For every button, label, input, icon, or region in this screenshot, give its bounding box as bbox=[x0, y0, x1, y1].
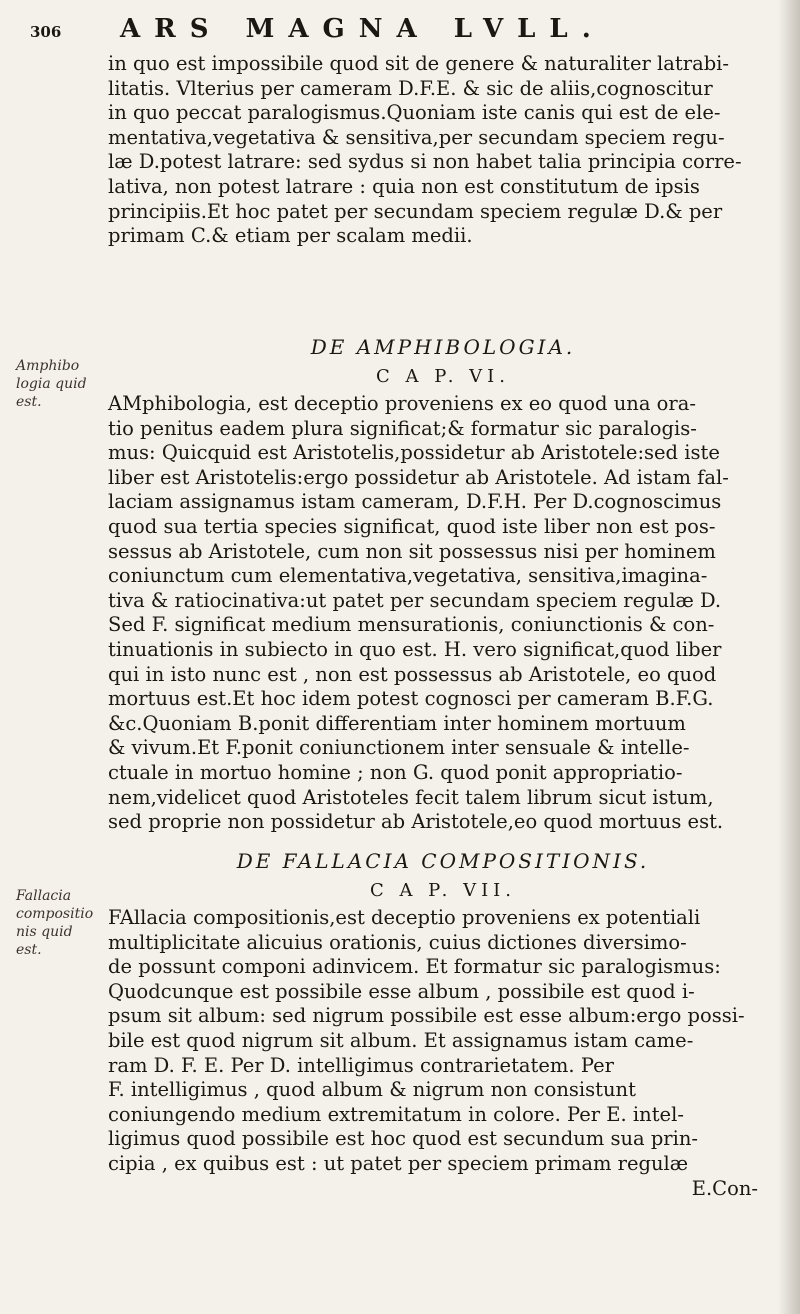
text-line: FAllacia compositionis,est deceptio proveniens ex potentiali bbox=[108, 906, 701, 929]
text-line: tiva & ratiocinativa:ut patet per secundam speciem regulæ D. bbox=[108, 588, 722, 612]
text-line: multiplicitate alicuius orationis, cuius dictiones diversimo- bbox=[108, 930, 687, 954]
text-line: mortuus est.Et hoc idem potest cognosci per cameram B.F.G. bbox=[108, 687, 714, 711]
text-line: primam C.& etiam per scalam medii. bbox=[108, 224, 473, 248]
page-header bbox=[30, 14, 770, 54]
section-amphibologia bbox=[108, 332, 778, 835]
text-line: liber est Aristotelis:ergo possidetur ab Aristotele. Ad istam fal- bbox=[108, 465, 729, 489]
chapter-label: C A P. VI. bbox=[376, 366, 510, 387]
chapter-label: C A P. VII. bbox=[369, 880, 517, 901]
text-line: ctuale in mortuo homine ; non G. quod ponit appropriatio- bbox=[108, 760, 683, 784]
text-line: mentativa,vegetativa & sensitiva,per secundam speciem regu- bbox=[108, 125, 725, 149]
text-line: bile est quod nigrum sit album. Et assignamus istam came- bbox=[108, 1028, 694, 1052]
text-line: de possunt componi adinvicem. Et formatur sic paralogismus: bbox=[108, 955, 721, 979]
catchword: E.Con- bbox=[691, 1176, 758, 1200]
text-line: in quo est impossibile quod sit de genere & naturaliter latrabi- bbox=[108, 52, 730, 75]
text-line: sed proprie non possidetur ab Aristotele,eo quod mortuus est. bbox=[108, 810, 724, 834]
running-head: ARS MAGNA LVLL. bbox=[120, 14, 605, 44]
margin-note-line: compositio bbox=[16, 906, 94, 922]
text-line: Quodcunque est possibile esse album , possibile est quod i- bbox=[108, 979, 695, 1003]
text-line: coniungendo medium extremitatum in colore. Per E. intel- bbox=[108, 1102, 684, 1126]
margin-note-fallacia bbox=[16, 887, 94, 959]
text-line: mus: Quicquid est Aristotelis,possidetur ab Aristotele:sed iste bbox=[108, 441, 720, 465]
text-line: principiis.Et hoc patet per secundam speciem regulæ D.& per bbox=[108, 199, 723, 223]
margin-note-line: nis quid bbox=[16, 924, 73, 940]
section-title: DE AMPHIBOLOGIA. bbox=[310, 335, 576, 359]
text-line: ligimus quod possibile est hoc quod est secundum sua prin- bbox=[108, 1127, 699, 1151]
margin-note-line: est. bbox=[16, 942, 42, 958]
section-fallacia-compositionis bbox=[108, 846, 778, 1201]
text-line: &c.Quoniam B.ponit differentiam inter hominem mortuum bbox=[108, 711, 686, 735]
text-line: psum sit album: sed nigrum possibile est esse album:ergo possi- bbox=[108, 1004, 745, 1028]
margin-note-line: est. bbox=[16, 394, 42, 410]
text-line: ram D. F. E. Per D. intelligimus contrarietatem. Per bbox=[108, 1053, 614, 1077]
page-number: 306 bbox=[30, 23, 62, 41]
text-line: AMphibologia, est deceptio proveniens ex eo quod una ora- bbox=[108, 392, 696, 415]
text-line: tio penitus eadem plura significat;& formatur sic paralogis- bbox=[108, 416, 697, 440]
section-title: DE FALLACIA COMPOSITIONIS. bbox=[236, 849, 650, 873]
margin-note-line: Fallacia bbox=[16, 888, 72, 904]
text-line: quod sua tertia species significat, quod iste liber non est pos- bbox=[108, 514, 716, 538]
text-line: Sed F. significat medium mensurationis, coniunctionis & con- bbox=[108, 613, 715, 637]
page-gutter-shadow bbox=[778, 0, 800, 1314]
text-line: nem,videlicet quod Aristoteles fecit talem librum sicut istum, bbox=[108, 785, 714, 809]
text-line: & vivum.Et F.ponit coniunctionem inter sensuale & intelle- bbox=[108, 736, 690, 760]
text-line: tinuationis in subiecto in quo est. H. vero significat,quod liber bbox=[108, 637, 722, 661]
text-line: cipia , ex quibus est : ut patet per speciem primam regulæ bbox=[108, 1151, 689, 1175]
text-line: laciam assignamus istam cameram, D.F.H. Per D.cognoscimus bbox=[108, 490, 722, 514]
text-line: lativa, non potest latrare : quia non est constitutum de ipsis bbox=[108, 174, 700, 198]
text-line: qui in isto nunc est , non est possessus ab Aristotele, eo quod bbox=[108, 662, 717, 686]
text-line: in quo peccat paralogismus.Quoniam iste canis qui est de ele- bbox=[108, 101, 721, 125]
margin-note-amphibologia bbox=[16, 357, 94, 411]
margin-note-line: Amphibo bbox=[16, 358, 80, 374]
text-line: litatis. Vlterius per cameram D.F.E. & sic de aliis,cognoscitur bbox=[108, 76, 713, 100]
text-line: coniunctum cum elementativa,vegetativa, sensitiva,imagina- bbox=[108, 564, 708, 588]
text-line: F. intelligimus , quod album & nigrum non consistunt bbox=[108, 1078, 636, 1102]
continuation-text bbox=[108, 52, 778, 249]
margin-note-line: logia quid bbox=[16, 376, 87, 392]
text-line: sessus ab Aristotele, cum non sit possessus nisi per hominem bbox=[108, 539, 716, 563]
text-line: læ D.potest latrare: sed sydus si non habet talia principia corre- bbox=[108, 150, 742, 174]
